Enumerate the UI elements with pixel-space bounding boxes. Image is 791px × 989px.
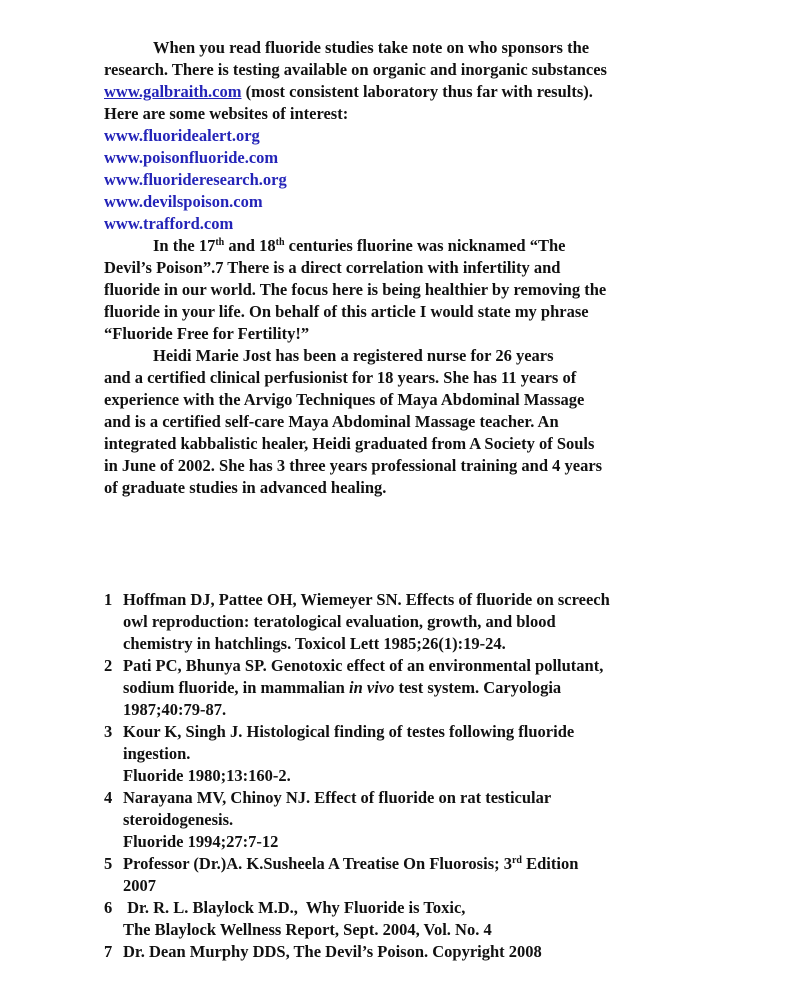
website-link-text[interactable]: www.fluoridealert.org: [104, 126, 260, 145]
reference-text: Dr. Dean Murphy DDS, The Devil’s Poison. Copyright 2008: [123, 942, 542, 961]
reference-item: [104, 897, 704, 941]
reference-item: [104, 589, 704, 655]
website-link-text[interactable]: www.poisonfluoride.com: [104, 148, 279, 167]
reference-item: [104, 655, 704, 721]
reference-text: Narayana MV, Chinoy NJ. Effect of fluoride on rat testicular: [123, 788, 552, 807]
website-link[interactable]: [104, 125, 704, 147]
reference-text: chemistry in hatchlings. Toxicol Lett 1985;26(1):19-24.: [123, 634, 506, 653]
superscript: rd: [511, 855, 522, 866]
reference-item: [104, 787, 704, 853]
reference-item: [104, 941, 704, 963]
reference-number: 2: [104, 656, 113, 675]
reference-number: 5: [104, 854, 113, 873]
bio-line-2: and a certified clinical perfusionist for 18 years. She has 11 years of: [104, 368, 577, 387]
reference-item: [104, 721, 704, 787]
reference-text: owl reproduction: teratological evaluation, growth, and blood: [123, 612, 556, 631]
reference-text: Dr. R. L. Blaylock M.D., Why Fluoride is Toxic,: [123, 898, 466, 917]
website-link[interactable]: [104, 191, 704, 213]
history-line-5: “Fluoride Free for Fertility!”: [104, 324, 310, 343]
superscript: th: [215, 237, 225, 248]
history-line-2: Devil’s Poison”.7 There is a direct correlation with infertility and: [104, 258, 561, 277]
history-line-1: [104, 235, 704, 257]
website-link[interactable]: [104, 213, 704, 235]
italic-term: in vivo: [348, 678, 395, 697]
reference-text: Kour K, Singh J. Histological finding of testes following fluoride: [123, 722, 575, 741]
reference-text: steroidogenesis.: [123, 810, 234, 829]
superscript: th: [275, 237, 285, 248]
reference-text: Fluoride 1994;27:7-12: [123, 832, 279, 851]
history-line-4: fluoride in your life. On behalf of this article I would state my phrase: [104, 302, 589, 321]
reference-number: 1: [104, 590, 113, 609]
history-text-b: and 18: [224, 236, 276, 255]
reference-number: 7: [104, 942, 113, 961]
reference-text-line: [123, 677, 704, 699]
history-text-a: In the 17: [153, 236, 216, 255]
reference-number: 3: [104, 722, 113, 741]
website-link[interactable]: [104, 169, 704, 191]
bio-line-6: in June of 2002. She has 3 three years professional training and 4 years: [104, 456, 603, 475]
reference-text: Professor (Dr.)A. K.Susheela A Treatise On Fluorosis; 3: [123, 854, 512, 873]
bio-line-3: experience with the Arvigo Techniques of Maya Abdominal Massage: [104, 390, 585, 409]
galbraith-link[interactable]: www.galbraith.com: [104, 82, 242, 101]
reference-text: sodium fluoride, in mammalian: [123, 678, 349, 697]
intro-line-2: research. There is testing available on organic and inorganic substances: [104, 60, 607, 79]
intro-line-4: Here are some websites of interest:: [104, 104, 349, 123]
bio-line-1: Heidi Marie Jost has been a registered nurse for 26 years: [153, 346, 554, 365]
bio-line-7: of graduate studies in advanced healing.: [104, 478, 387, 497]
reference-text: test system. Caryologia: [394, 678, 562, 697]
article-body: [104, 37, 704, 499]
reference-text: Hoffman DJ, Pattee OH, Wiemeyer SN. Effects of fluoride on screech: [123, 590, 610, 609]
references-list: [104, 589, 704, 963]
reference-text: The Blaylock Wellness Report, Sept. 2004, Vol. No. 4: [123, 920, 492, 939]
history-text-c: centuries fluorine was nicknamed “The: [284, 236, 566, 255]
reference-number: 4: [104, 788, 113, 807]
intro-line-3: [104, 81, 704, 103]
reference-text: Pati PC, Bhunya SP. Genotoxic effect of an environmental pollutant,: [123, 656, 604, 675]
reference-text-line: [123, 853, 704, 875]
reference-number: 6: [104, 898, 113, 917]
reference-text: ingestion.: [123, 744, 191, 763]
website-link-text[interactable]: www.devilspoison.com: [104, 192, 263, 211]
intro-line-1: When you read fluoride studies take note on who sponsors the: [153, 38, 590, 57]
intro-line-3-text: (most consistent laboratory thus far with results).: [241, 82, 593, 101]
website-link[interactable]: [104, 147, 704, 169]
reference-text: 2007: [123, 876, 156, 895]
reference-item: [104, 853, 704, 897]
reference-text: Edition: [521, 854, 579, 873]
reference-text: 1987;40:79-87.: [123, 700, 227, 719]
reference-text: Fluoride 1980;13:160-2.: [123, 766, 291, 785]
bio-line-4: and is a certified self-care Maya Abdominal Massage teacher. An: [104, 412, 559, 431]
history-line-3: fluoride in our world. The focus here is being healthier by removing the: [104, 280, 607, 299]
bio-line-5: integrated kabbalistic healer, Heidi graduated from A Society of Souls: [104, 434, 595, 453]
website-link-text[interactable]: www.trafford.com: [104, 214, 234, 233]
website-link-text[interactable]: www.fluorideresearch.org: [104, 170, 287, 189]
